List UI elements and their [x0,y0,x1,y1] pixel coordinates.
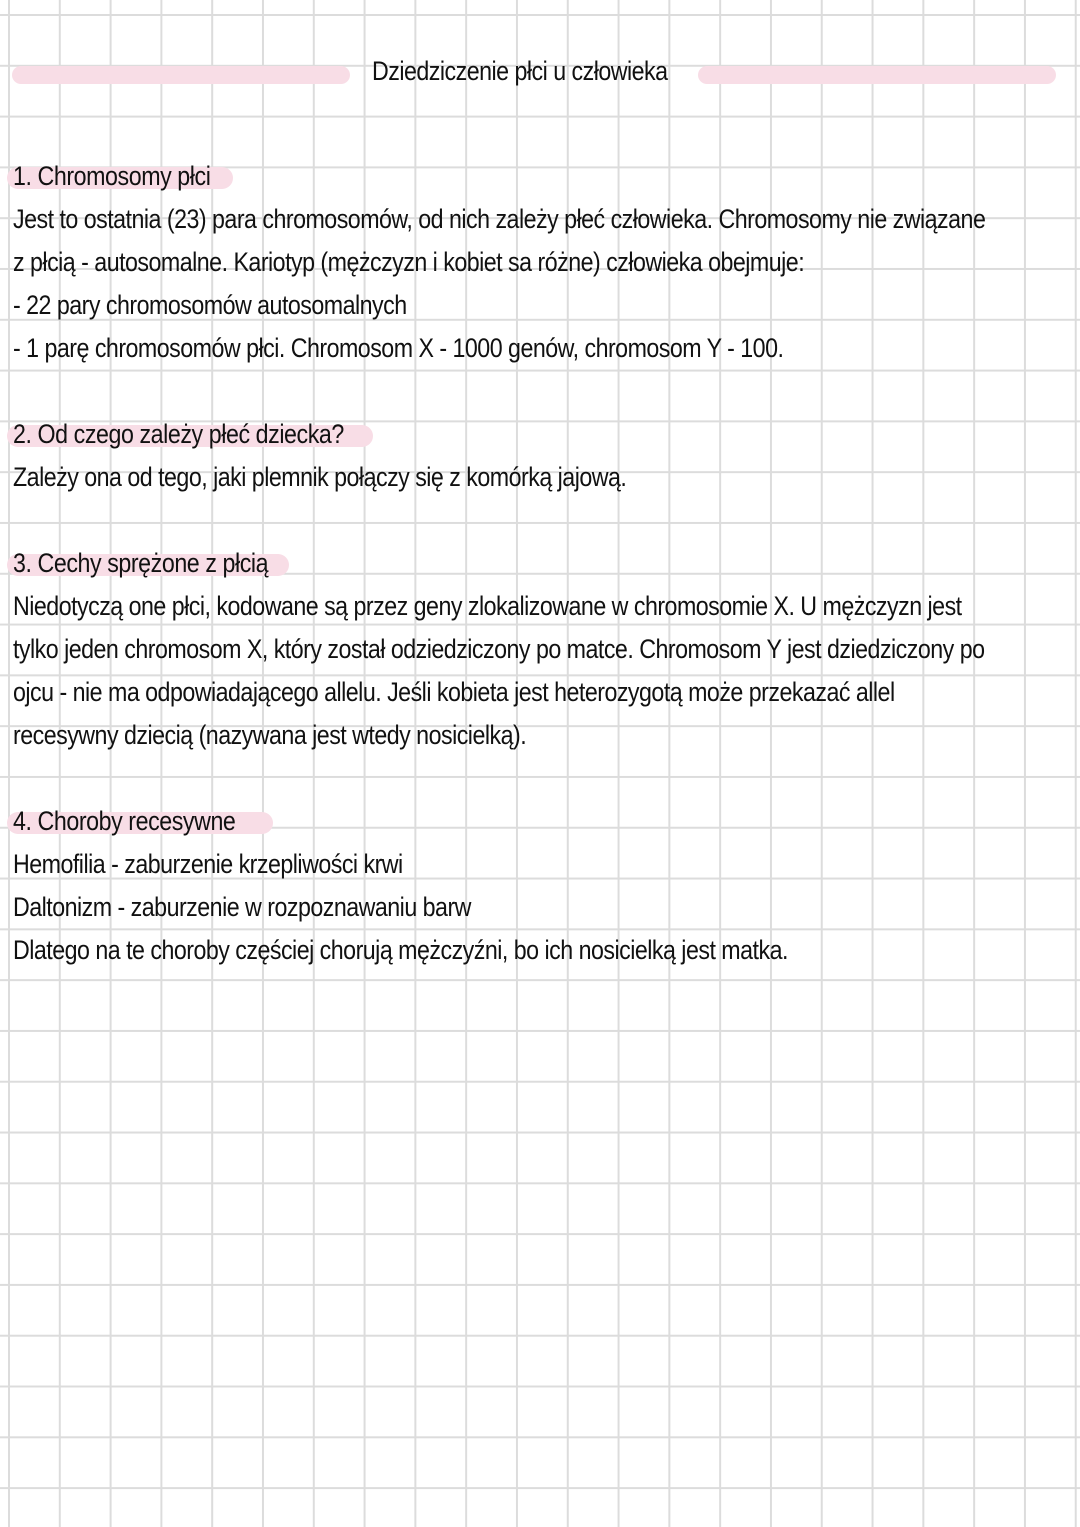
text-line: - 1 parę chromosomów płci. Chromosom X - 1000 genów, chromosom Y - 100. [13,333,784,363]
notes-content [13,155,1063,1015]
title-row [12,50,1058,98]
text-line: Hemofilia - zaburzenie krzepliwości krwi [13,849,403,879]
section-heading: 2. Od czego zależy płeć dziecka? [13,413,398,456]
page-title: Dziedziczenie płci u człowieka [372,56,668,86]
title-highlight-left [12,66,350,84]
section-sex-chromosomes [13,155,1063,370]
section-heading: 1. Chromosomy płci [13,155,243,198]
section-sex-linked-traits [13,542,1063,757]
text-line: - 22 pary chromosomów autosomalnych [13,290,407,320]
text-line: Zależy ona od tego, jaki plemnik połączy się z komórką jajową. [13,462,627,492]
title-highlight-right [698,66,1056,84]
text-line: tylko jeden chromosom X, który został odziedziczony po matce. Chromosom Y jest dziedziczony po [13,634,985,664]
section-child-sex [13,413,1063,499]
section-recessive-diseases [13,800,1063,972]
section-heading: 4. Choroby recesywne [13,800,272,843]
text-line: z płcią - autosomalne. Kariotyp (mężczyzn i kobiet sa różne) człowieka obejmuje: [13,247,805,277]
text-line: ojcu - nie ma odpowiadającego allelu. Jeśli kobieta jest heterozygotą może przekazać allel [13,677,895,707]
section-heading: 3. Cechy sprężone z płcią [13,542,310,585]
text-line: Daltonizm - zaburzenie w rozpoznawaniu barw [13,892,471,922]
text-line: Niedotyczą one płci, kodowane są przez geny zlokalizowane w chromosomie X. U mężczyzn jest [13,591,962,621]
text-line: recesywny dziecią (nazywana jest wtedy nosicielką). [13,720,527,750]
text-line: Dlatego na te choroby częściej chorują mężczyźni, bo ich nosicielką jest matka. [13,935,788,965]
text-line: Jest to ostatnia (23) para chromosomów, od nich zależy płeć człowieka. Chromosomy nie związane [13,204,986,234]
